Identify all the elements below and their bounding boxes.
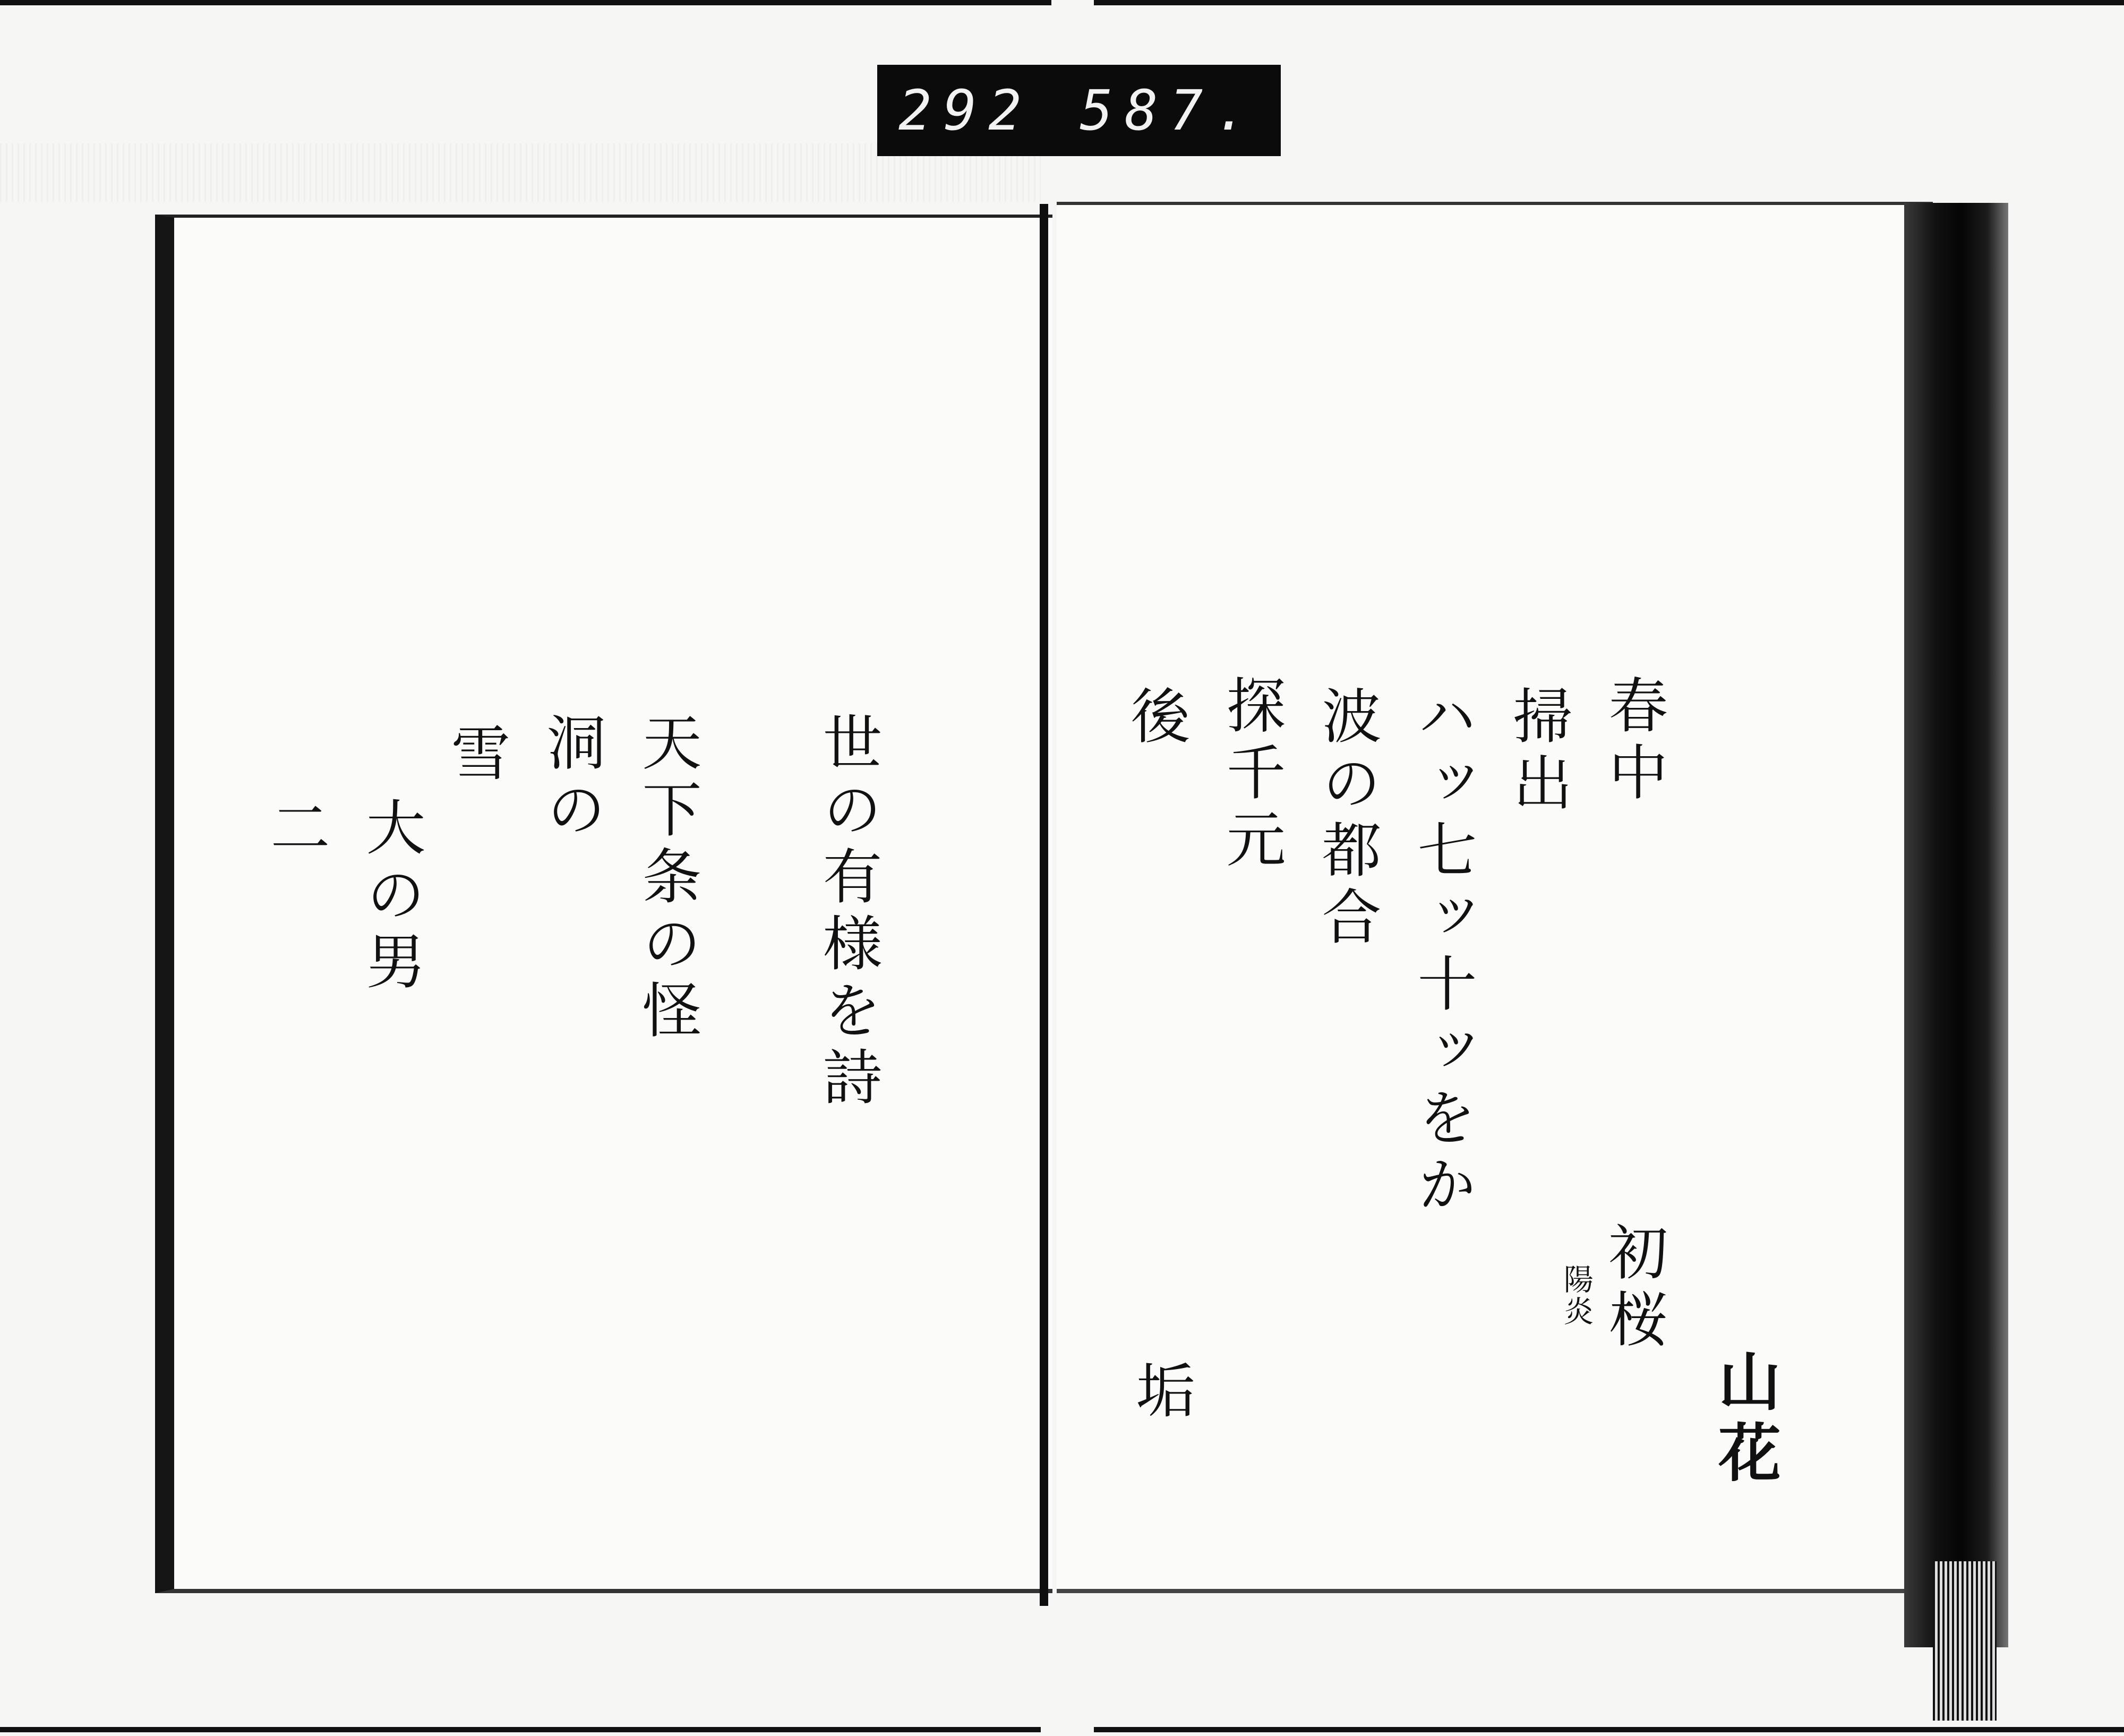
frame-number-left: 292 xyxy=(898,78,1033,143)
verse-column-5: 探千元 xyxy=(1217,674,1286,875)
poem-title: 山花 xyxy=(1708,1349,1782,1491)
bottom-rule-right xyxy=(1094,1727,2124,1732)
left-verse-column-4: 雪 xyxy=(441,722,510,789)
book-gutter xyxy=(1040,204,1048,1606)
verse-column-1-attribution: 初桜 xyxy=(1599,1221,1668,1355)
book-fore-edge xyxy=(1904,203,2008,1647)
frame-number-plate xyxy=(877,65,1281,156)
frame-number-right: 587. xyxy=(1080,78,1260,143)
verse-annotation: 陽炎 xyxy=(1559,1264,1594,1328)
left-verse-column-2: 天下条の怪 xyxy=(632,712,701,1046)
verse-column-2: 掃出 xyxy=(1503,685,1572,819)
verse-column-4: 波の都合 xyxy=(1312,685,1381,953)
left-verse-column-6: 二 xyxy=(261,797,330,863)
top-rule-right xyxy=(1094,0,2124,5)
left-verse-column-5: 大の男 xyxy=(356,797,425,997)
verse-column-6-attribution: 垢 xyxy=(1126,1359,1195,1426)
page-stack-lines xyxy=(1933,1561,1997,1721)
left-verse-column-1: 世の有様を詩 xyxy=(813,712,882,1113)
verse-column-3: ハッ七ッ十ッをか xyxy=(1408,685,1477,1220)
verse-column-1: 春中 xyxy=(1599,674,1668,808)
left-page xyxy=(155,215,1052,1593)
bottom-rule-left xyxy=(0,1727,1041,1732)
top-rule-left xyxy=(0,0,1051,5)
verse-column-6: 後 xyxy=(1121,685,1190,752)
left-verse-column-3: 洞の xyxy=(537,712,606,845)
